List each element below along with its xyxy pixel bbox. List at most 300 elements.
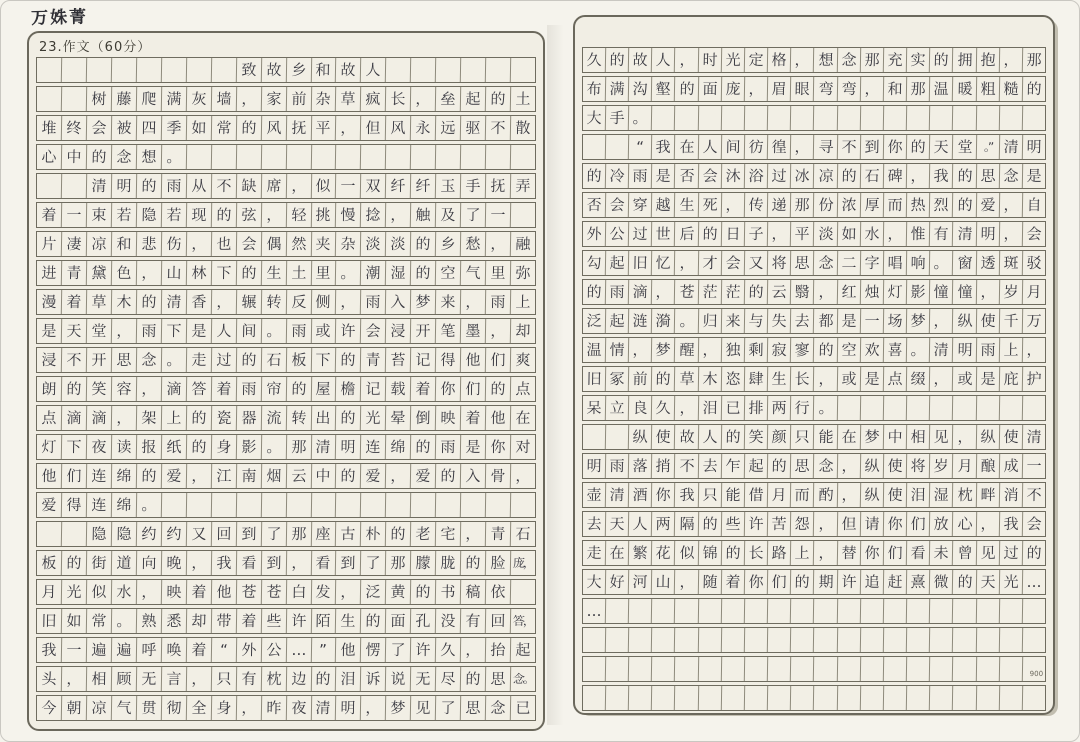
grid-cell: 徨 [768, 135, 792, 159]
grid-cell: 会 [1026, 224, 1042, 243]
page-spine-shadow [547, 25, 571, 725]
grid-cell: 苍 [675, 280, 699, 304]
grid-cell: 厚 [861, 193, 885, 217]
grid-cell: 热 [907, 193, 931, 217]
grid-cell: 顾 [112, 667, 137, 691]
grid-cell: 落 [629, 454, 653, 478]
grid-cell: 人 [699, 425, 723, 449]
grid-cell: 两 [652, 512, 676, 536]
grid-cell: 诉 [361, 667, 386, 691]
grid-cell: 好 [606, 570, 630, 594]
grid-cell [629, 686, 653, 710]
grid-cell: 的 [62, 551, 87, 575]
grid-cell: 想 [814, 48, 838, 72]
grid-cell: 思 [486, 667, 511, 691]
grid-cell: 的 [62, 377, 87, 401]
grid-row [36, 521, 536, 547]
grid-cell: 否 [675, 164, 699, 188]
grid-cell: 茫 [722, 280, 746, 304]
grid-cell [187, 58, 212, 82]
grid-cell: 雨 [137, 319, 162, 343]
grid-cell: 常 [87, 609, 112, 633]
grid-cell: 熟 [137, 609, 162, 633]
grid-cell: 到 [236, 522, 261, 546]
grid-cell: 得 [436, 348, 461, 372]
grid-cell [386, 58, 411, 82]
grid-cell: 堂 [953, 135, 977, 159]
grid-row [36, 405, 536, 431]
grid-cell: ， [861, 77, 885, 101]
grid-cell: 思 [791, 454, 815, 478]
grid-row [36, 637, 536, 663]
grid-cell: 见 [411, 696, 436, 720]
grid-cell: 四 [137, 116, 162, 140]
grid-row [582, 163, 1046, 189]
grid-cell: 天 [930, 135, 954, 159]
grid-cell: 捎 [652, 454, 676, 478]
grid-cell: 光 [722, 48, 746, 72]
grid-cell: ， [515, 466, 531, 485]
grid-cell: 抱 [976, 48, 1000, 72]
grid-cell: 清 [953, 222, 977, 246]
grid-cell: 纵 [861, 483, 885, 507]
grid-cell: 人 [361, 58, 386, 82]
grid-cell [486, 145, 511, 169]
grid-cell: 的 [461, 667, 486, 691]
grid-cell: ， [814, 512, 838, 536]
grid-cell: 着 [411, 377, 436, 401]
grid-cell: ， [461, 290, 486, 314]
grid-cell: 是 [976, 367, 1000, 391]
grid-cell: 斑 [1000, 251, 1024, 275]
grid-cell: 生 [768, 367, 792, 391]
grid-cell: 你 [436, 377, 461, 401]
grid-cell: 驱 [461, 116, 486, 140]
grid-cell: 了 [461, 203, 486, 227]
grid-cell: 壑 [652, 77, 676, 101]
grid-cell [953, 599, 977, 623]
grid-cell: 陌 [311, 609, 336, 633]
grid-cell: 念 [814, 251, 838, 275]
grid-cell: ， [336, 580, 361, 604]
grid-cell: 将 [907, 454, 931, 478]
grid-cell [838, 628, 862, 652]
grid-cell: 使 [652, 425, 676, 449]
grid-cell: 你 [884, 135, 908, 159]
grid-cell: ， [187, 232, 212, 256]
grid-cell: 苍 [236, 580, 261, 604]
grid-cell: 双 [361, 174, 386, 198]
grid-cell [37, 87, 62, 111]
grid-cell: 岁 [1000, 280, 1024, 304]
grid-cell: 。 [675, 309, 699, 333]
grid-cell [722, 106, 746, 130]
grid-cell: 我 [675, 483, 699, 507]
grid-cell: 江 [211, 464, 236, 488]
grid-cell: 疯 [361, 87, 386, 111]
grid-cell [675, 657, 699, 681]
grid-cell: 怨 [791, 512, 815, 536]
grid-cell: 清 [930, 338, 954, 362]
grid-cell: 抬 [486, 638, 511, 662]
grid-cell: 季 [162, 116, 187, 140]
grid-cell: ， [486, 319, 511, 343]
grid-cell: 熹 [907, 570, 931, 594]
grid-cell: 朦 [411, 551, 436, 575]
grid-cell: 微 [930, 570, 954, 594]
grid-cell [907, 686, 931, 710]
grid-cell: 愁 [461, 232, 486, 256]
grid-cell: 的 [583, 280, 607, 304]
grid-cell: 雨 [486, 290, 511, 314]
grid-cell [461, 58, 486, 82]
grid-cell: 致 [236, 58, 261, 82]
grid-cell: 片 [37, 232, 62, 256]
grid-cell: ， [386, 464, 411, 488]
grid-cell: 的 [87, 145, 112, 169]
grid-cell: 入 [386, 290, 411, 314]
grid-row [36, 492, 536, 518]
grid-cell: 连 [87, 464, 112, 488]
grid-cell: 映 [162, 580, 187, 604]
grid-cell: 公 [261, 638, 286, 662]
grid-cell: 弦 [236, 203, 261, 227]
grid-cell: 凄 [62, 232, 87, 256]
word-count-marker: 900 [1029, 670, 1044, 678]
grid-cell: 下 [162, 319, 187, 343]
grid-cell [861, 657, 885, 681]
grid-cell [791, 599, 815, 623]
grid-cell: ， [814, 541, 838, 565]
grid-row [582, 337, 1046, 363]
grid-cell: 浴 [745, 164, 769, 188]
grid-cell: 林 [187, 261, 212, 285]
grid-cell: 杂 [336, 232, 361, 256]
grid-cell [1023, 657, 1046, 681]
grid-cell: 念 [112, 145, 137, 169]
grid-cell: 淡 [386, 232, 411, 256]
grid-cell: 草 [336, 87, 361, 111]
grid-cell: 字 [861, 251, 885, 275]
grid-cell [884, 628, 908, 652]
grid-cell: 约 [162, 522, 187, 546]
grid-cell: 已 [722, 396, 746, 420]
grid-cell: 粗 [976, 77, 1000, 101]
grid-cell: 和 [884, 77, 908, 101]
grid-cell: 是 [652, 164, 676, 188]
grid-cell: 爱 [162, 464, 187, 488]
grid-cell [436, 145, 461, 169]
grid-cell: 长 [745, 541, 769, 565]
grid-cell: 自 [1026, 195, 1042, 214]
grid-cell: 说 [386, 667, 411, 691]
grid-cell [768, 599, 792, 623]
grid-cell: 月 [953, 454, 977, 478]
grid-cell: 。 [112, 609, 137, 633]
grid-row [582, 221, 1046, 247]
grid-cell: 思 [461, 696, 486, 720]
grid-cell: ， [286, 174, 311, 198]
grid-cell: 点 [37, 406, 62, 430]
grid-cell: 许 [286, 609, 311, 633]
grid-cell: 的 [768, 454, 792, 478]
grid-cell: 他 [461, 348, 486, 372]
grid-cell: 光 [361, 406, 386, 430]
grid-cell: 青 [486, 522, 511, 546]
grid-cell: 时 [699, 48, 723, 72]
grid-cell [261, 493, 286, 517]
grid-cell: 成 [1000, 454, 1024, 478]
grid-cell: 却 [187, 609, 212, 633]
grid-cell: 稿 [461, 580, 486, 604]
grid-cell: 起 [606, 309, 630, 333]
grid-cell: 无 [137, 667, 162, 691]
grid-cell: 纤 [411, 174, 436, 198]
grid-cell: 纵 [953, 309, 977, 333]
grid-cell: 相 [907, 425, 931, 449]
essay-title-row [36, 57, 536, 83]
grid-cell: ， [187, 667, 212, 691]
grid-cell: 惟 [907, 222, 931, 246]
grid-cell: 侧 [311, 290, 336, 314]
grid-cell: 一 [861, 309, 885, 333]
grid-cell: 庞 [722, 77, 746, 101]
grid-cell: 明 [1026, 137, 1042, 156]
grid-cell: 色 [112, 261, 137, 285]
grid-cell: ， [112, 319, 137, 343]
grid-cell: 身 [211, 696, 236, 720]
grid-cell: 枕 [953, 483, 977, 507]
grid-cell: 倒 [411, 406, 436, 430]
grid-cell [976, 628, 1000, 652]
grid-cell: 到 [261, 551, 286, 575]
grid-cell: 尽 [436, 667, 461, 691]
grid-cell: 明 [583, 454, 607, 478]
grid-cell: 雨 [236, 377, 261, 401]
grid-row [36, 202, 536, 228]
grid-cell: 孔 [411, 609, 436, 633]
grid-cell: ， [461, 638, 486, 662]
grid-cell: 千 [1000, 309, 1024, 333]
grid-cell: 天 [606, 512, 630, 536]
grid-cell: 我 [930, 164, 954, 188]
grid-cell: 一 [486, 203, 511, 227]
grid-cell [386, 145, 411, 169]
grid-cell: 若 [112, 203, 137, 227]
grid-cell: 去 [583, 512, 607, 536]
grid-cell: ， [486, 232, 511, 256]
grid-cell: 。 [930, 251, 954, 275]
grid-cell: 温 [930, 77, 954, 101]
grid-row [582, 134, 1046, 160]
grid-cell [652, 599, 676, 623]
grid-cell: 或 [838, 367, 862, 391]
grid-cell [884, 396, 908, 420]
grid-cell [930, 657, 954, 681]
grid-cell: 缀 [907, 367, 931, 391]
grid-row [582, 76, 1046, 102]
grid-cell: ， [461, 522, 486, 546]
grid-cell: ， [675, 251, 699, 275]
grid-cell: 滴 [629, 280, 653, 304]
grid-cell: … [583, 599, 607, 623]
grid-cell: 岁 [930, 454, 954, 478]
grid-cell: 冰 [791, 164, 815, 188]
grid-cell: 遍 [87, 638, 112, 662]
grid-cell: 。 [814, 396, 838, 420]
grid-cell: 的 [907, 135, 931, 159]
grid-cell: 滴 [87, 406, 112, 430]
grid-cell: 酌 [814, 483, 838, 507]
grid-cell [629, 657, 653, 681]
grid-cell: 只 [699, 483, 723, 507]
grid-cell: ， [930, 367, 954, 391]
grid-cell: 绵 [386, 435, 411, 459]
grid-cell: 只 [791, 425, 815, 449]
grid-cell: 天 [62, 319, 87, 343]
grid-cell: 泛 [361, 580, 386, 604]
grid-cell: 或 [953, 367, 977, 391]
grid-cell: ， [187, 464, 212, 488]
grid-cell: 街 [87, 551, 112, 575]
grid-cell: 。 [907, 338, 931, 362]
grid-cell: 过 [1000, 541, 1024, 565]
grid-cell: 板 [286, 348, 311, 372]
grid-cell [722, 657, 746, 681]
grid-cell: 起 [515, 640, 531, 659]
grid-cell: 帘 [261, 377, 286, 401]
grid-cell: 心 [37, 145, 62, 169]
grid-cell: 憧 [953, 280, 977, 304]
grid-cell: 外 [236, 638, 261, 662]
grid-cell: 记 [361, 377, 386, 401]
grid-cell: 会 [236, 232, 261, 256]
grid-cell: 遍 [112, 638, 137, 662]
grid-cell: 故 [261, 58, 286, 82]
grid-cell: 使 [976, 309, 1000, 333]
grid-cell: 温 [583, 338, 607, 362]
grid-row [582, 511, 1046, 537]
grid-cell [652, 628, 676, 652]
grid-cell: 才 [699, 251, 723, 275]
grid-cell [606, 657, 630, 681]
grid-cell: 放 [930, 512, 954, 536]
grid-cell: 随 [699, 570, 723, 594]
grid-cell [814, 686, 838, 710]
grid-cell [699, 686, 723, 710]
grid-cell: 带 [211, 609, 236, 633]
grid-cell: 的 [236, 261, 261, 285]
grid-cell [187, 145, 212, 169]
grid-cell: 泪 [336, 667, 361, 691]
grid-cell: 被 [112, 116, 137, 140]
grid-cell: 肆 [745, 367, 769, 391]
grid-cell: 爱 [37, 493, 62, 517]
grid-cell: 堆 [37, 116, 62, 140]
grid-cell: ， [675, 570, 699, 594]
grid-cell: 雨 [976, 338, 1000, 362]
grid-cell: ， [361, 696, 386, 720]
grid-cell: 的 [137, 290, 162, 314]
grid-cell [1000, 599, 1024, 623]
grid-row [36, 86, 536, 112]
grid-cell: 请 [861, 512, 885, 536]
grid-cell: ， [629, 338, 653, 362]
grid-cell [583, 686, 607, 710]
grid-cell: 念 [1000, 164, 1024, 188]
grid-cell: 束 [87, 203, 112, 227]
grid-cell: 清 [606, 483, 630, 507]
grid-cell: 碑 [884, 164, 908, 188]
grid-cell: 些 [722, 512, 746, 536]
grid-cell: 玉 [436, 174, 461, 198]
grid-cell: 公 [606, 222, 630, 246]
grid-cell: 消 [1000, 483, 1024, 507]
grid-cell: 不 [1026, 485, 1042, 504]
grid-cell: 道 [112, 551, 137, 575]
grid-cell [699, 628, 723, 652]
grid-cell: 月 [37, 580, 62, 604]
grid-cell: 看 [907, 541, 931, 565]
grid-cell: 全 [187, 696, 212, 720]
grid-cell [286, 493, 311, 517]
grid-cell: 情 [606, 338, 630, 362]
grid-cell: 雨 [286, 319, 311, 343]
grid-cell: 上 [162, 406, 187, 430]
grid-cell: 呆 [583, 396, 607, 420]
grid-cell: 水 [861, 222, 885, 246]
grid-cell: ， [386, 203, 411, 227]
grid-cell [436, 58, 461, 82]
grid-cell: 山 [652, 570, 676, 594]
grid-cell: 辗 [236, 290, 261, 314]
grid-cell [583, 425, 607, 449]
grid-cell: 。 [629, 106, 653, 130]
grid-cell: 湿 [386, 261, 411, 285]
grid-cell: 满 [606, 77, 630, 101]
grid-cell: 的 [411, 261, 436, 285]
grid-cell: ， [814, 280, 838, 304]
grid-cell [461, 145, 486, 169]
grid-cell [1000, 686, 1024, 710]
grid-cell: 风 [261, 116, 286, 140]
grid-cell [361, 493, 386, 517]
grid-cell: 朝 [62, 696, 87, 720]
grid-cell: 那 [286, 522, 311, 546]
grid-cell [768, 686, 792, 710]
grid-cell: 壶 [583, 483, 607, 507]
grid-cell [675, 628, 699, 652]
grid-cell [1023, 106, 1046, 130]
grid-cell: 发 [311, 580, 336, 604]
grid-cell: 来 [436, 290, 461, 314]
grid-row [582, 279, 1046, 305]
grid-cell: 石 [515, 524, 531, 543]
grid-cell [699, 106, 723, 130]
grid-cell [37, 174, 62, 198]
grid-cell: 在 [515, 408, 531, 427]
grid-cell [838, 599, 862, 623]
grid-cell: 淡 [814, 222, 838, 246]
grid-cell [162, 493, 187, 517]
grid-cell: 中 [311, 464, 336, 488]
grid-cell: ， [652, 280, 676, 304]
grid-cell: 朗 [37, 377, 62, 401]
grid-cell: 走 [583, 541, 607, 565]
grid-cell: 光 [62, 580, 87, 604]
grid-cell: 开 [411, 319, 436, 343]
grid-cell: 平 [791, 222, 815, 246]
